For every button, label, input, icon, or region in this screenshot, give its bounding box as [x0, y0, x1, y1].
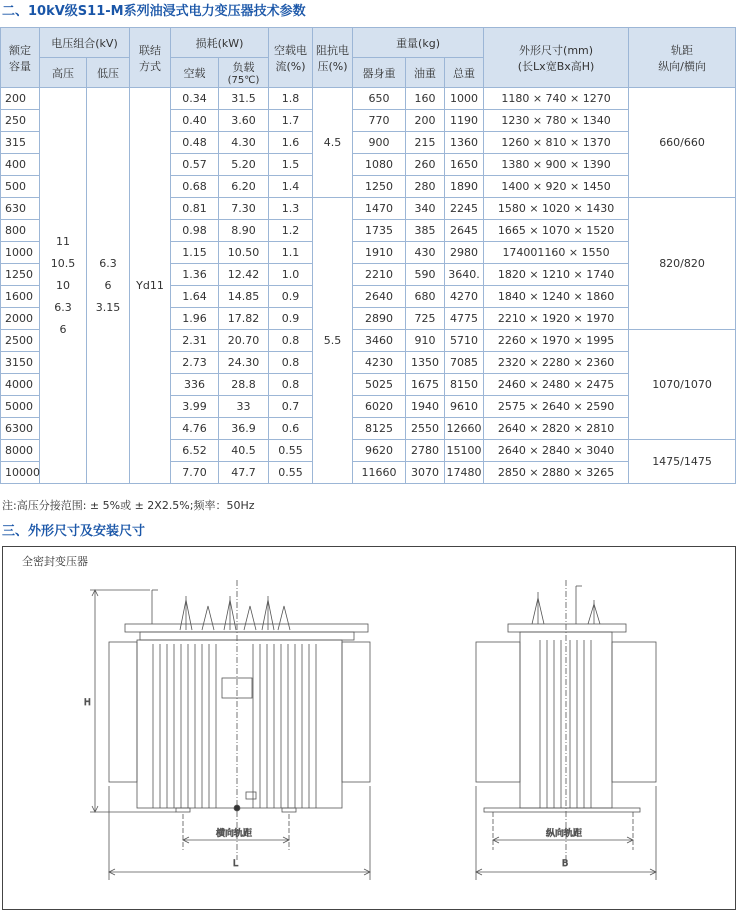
capacity-cell: 1000: [1, 242, 40, 264]
header-loss: 损耗(kW): [171, 28, 269, 58]
body-weight-cell: 1080: [353, 154, 406, 176]
body-weight-cell: 650: [353, 88, 406, 110]
header-total-weight: 总重: [445, 58, 484, 88]
body-weight-cell: 1470: [353, 198, 406, 220]
dimensions-cell: 1840 × 1240 × 1860: [484, 286, 629, 308]
noload-current-cell: 1.1: [269, 242, 313, 264]
total-weight-cell: 1650: [445, 154, 484, 176]
header-dimensions: 外形尺寸(mm) (长Lx宽Bx高H): [484, 28, 629, 88]
dimensions-cell: 174001160 × 1550: [484, 242, 629, 264]
oil-weight-cell: 340: [406, 198, 445, 220]
noload-current-cell: 0.8: [269, 352, 313, 374]
noload-loss-cell: 2.73: [171, 352, 219, 374]
noload-loss-cell: 0.98: [171, 220, 219, 242]
oil-weight-cell: 3070: [406, 462, 445, 484]
body-weight-cell: 1910: [353, 242, 406, 264]
drawing-label: 全密封变压器: [22, 555, 88, 568]
section-3-title: 三、外形尺寸及安装尺寸: [2, 524, 146, 539]
total-weight-cell: 2245: [445, 198, 484, 220]
dimensions-cell: 2575 × 2640 × 2590: [484, 396, 629, 418]
header-impedance: 阻抗电 压(%): [313, 28, 353, 88]
noload-loss-cell: 0.57: [171, 154, 219, 176]
oil-weight-cell: 200: [406, 110, 445, 132]
header-voltage: 电压组合(kV): [40, 28, 130, 58]
dimensions-cell: 2320 × 2280 × 2360: [484, 352, 629, 374]
capacity-cell: 2500: [1, 330, 40, 352]
total-weight-cell: 4270: [445, 286, 484, 308]
hv-value: 10: [56, 278, 70, 292]
body-weight-cell: 9620: [353, 440, 406, 462]
header-oil-weight: 油重: [406, 58, 445, 88]
load-loss-cell: 36.9: [219, 418, 269, 440]
load-loss-cell: 6.20: [219, 176, 269, 198]
noload-current-cell: 0.8: [269, 330, 313, 352]
dim-h-label: H: [84, 698, 91, 708]
oil-weight-cell: 1940: [406, 396, 445, 418]
capacity-cell: 1600: [1, 286, 40, 308]
total-weight-cell: 7085: [445, 352, 484, 374]
header-capacity: 额定 容量: [1, 28, 40, 88]
total-weight-cell: 9610: [445, 396, 484, 418]
noload-current-cell: 1.5: [269, 154, 313, 176]
capacity-cell: 3150: [1, 352, 40, 374]
load-loss-cell: 24.30: [219, 352, 269, 374]
body-weight-cell: 4230: [353, 352, 406, 374]
dimensions-cell: 1400 × 920 × 1450: [484, 176, 629, 198]
oil-weight-cell: 385: [406, 220, 445, 242]
capacity-cell: 10000: [1, 462, 40, 484]
noload-current-cell: 0.55: [269, 462, 313, 484]
noload-current-cell: 0.6: [269, 418, 313, 440]
body-weight-cell: 6020: [353, 396, 406, 418]
load-loss-cell: 47.7: [219, 462, 269, 484]
capacity-cell: 800: [1, 220, 40, 242]
load-loss-cell: 8.90: [219, 220, 269, 242]
capacity-cell: 1250: [1, 264, 40, 286]
dimensions-cell: 1820 × 1210 × 1740: [484, 264, 629, 286]
total-weight-cell: 17480: [445, 462, 484, 484]
dimensions-cell: 2260 × 1970 × 1995: [484, 330, 629, 352]
hv-value: 6.3: [54, 300, 72, 314]
total-weight-cell: 12660: [445, 418, 484, 440]
capacity-cell: 250: [1, 110, 40, 132]
oil-weight-cell: 280: [406, 176, 445, 198]
load-loss-cell: 28.8: [219, 374, 269, 396]
dimensions-cell: 2850 × 2880 × 3265: [484, 462, 629, 484]
lv-value: 6.3: [99, 256, 117, 270]
header-load-loss: 负载 (75℃): [219, 58, 269, 88]
body-weight-cell: 1735: [353, 220, 406, 242]
oil-weight-cell: 430: [406, 242, 445, 264]
dimensions-cell: 1580 × 1020 × 1430: [484, 198, 629, 220]
noload-current-cell: 1.2: [269, 220, 313, 242]
noload-loss-cell: 336: [171, 374, 219, 396]
body-weight-cell: 2890: [353, 308, 406, 330]
total-weight-cell: 4775: [445, 308, 484, 330]
capacity-cell: 630: [1, 198, 40, 220]
noload-loss-cell: 0.34: [171, 88, 219, 110]
body-weight-cell: 8125: [353, 418, 406, 440]
capacity-cell: 6300: [1, 418, 40, 440]
dimensions-cell: 2210 × 1920 × 1970: [484, 308, 629, 330]
noload-loss-cell: 6.52: [171, 440, 219, 462]
track-cell: 1070/1070: [629, 330, 736, 440]
header-hv: 高压: [40, 58, 87, 88]
load-loss-cell: 17.82: [219, 308, 269, 330]
noload-current-cell: 1.8: [269, 88, 313, 110]
total-weight-cell: 1190: [445, 110, 484, 132]
load-loss-cell: 12.42: [219, 264, 269, 286]
noload-current-cell: 1.6: [269, 132, 313, 154]
oil-weight-cell: 160: [406, 88, 445, 110]
noload-loss-cell: 3.99: [171, 396, 219, 418]
header-noload-current: 空载电 流(%): [269, 28, 313, 88]
header-weight: 重量(kg): [353, 28, 484, 58]
total-weight-cell: 15100: [445, 440, 484, 462]
total-weight-cell: 2980: [445, 242, 484, 264]
body-weight-cell: 3460: [353, 330, 406, 352]
noload-current-cell: 1.0: [269, 264, 313, 286]
noload-loss-cell: 4.76: [171, 418, 219, 440]
load-loss-cell: 10.50: [219, 242, 269, 264]
capacity-cell: 4000: [1, 374, 40, 396]
capacity-cell: 400: [1, 154, 40, 176]
dimensions-cell: 1230 × 780 × 1340: [484, 110, 629, 132]
body-weight-cell: 900: [353, 132, 406, 154]
dimensions-cell: 2640 × 2840 × 3040: [484, 440, 629, 462]
noload-loss-cell: 1.96: [171, 308, 219, 330]
noload-loss-cell: 0.40: [171, 110, 219, 132]
dimensions-cell: 2460 × 2480 × 2475: [484, 374, 629, 396]
total-weight-cell: 5710: [445, 330, 484, 352]
header-lv: 低压: [87, 58, 130, 88]
load-loss-cell: 7.30: [219, 198, 269, 220]
total-weight-cell: 1360: [445, 132, 484, 154]
dim-l-label: L: [233, 859, 239, 869]
header-noload-loss: 空载: [171, 58, 219, 88]
oil-weight-cell: 2550: [406, 418, 445, 440]
noload-loss-cell: 2.31: [171, 330, 219, 352]
dimensions-cell: 1260 × 810 × 1370: [484, 132, 629, 154]
oil-weight-cell: 260: [406, 154, 445, 176]
noload-loss-cell: 0.81: [171, 198, 219, 220]
lv-value: 6: [104, 278, 112, 292]
lateral-track-label: 横向轨距: [216, 829, 253, 839]
body-weight-cell: 11660: [353, 462, 406, 484]
capacity-cell: 500: [1, 176, 40, 198]
total-weight-cell: 8150: [445, 374, 484, 396]
oil-weight-cell: 725: [406, 308, 445, 330]
noload-current-cell: 0.7: [269, 396, 313, 418]
load-loss-cell: 4.30: [219, 132, 269, 154]
hv-value: 10.5: [50, 256, 76, 270]
noload-loss-cell: 0.68: [171, 176, 219, 198]
body-weight-cell: 2640: [353, 286, 406, 308]
noload-loss-cell: 0.48: [171, 132, 219, 154]
noload-current-cell: 0.8: [269, 374, 313, 396]
dimensions-cell: 1665 × 1070 × 1520: [484, 220, 629, 242]
oil-weight-cell: 680: [406, 286, 445, 308]
oil-weight-cell: 910: [406, 330, 445, 352]
noload-current-cell: 0.9: [269, 286, 313, 308]
oil-weight-cell: 590: [406, 264, 445, 286]
noload-loss-cell: 7.70: [171, 462, 219, 484]
track-cell: 820/820: [629, 198, 736, 330]
body-weight-cell: 1250: [353, 176, 406, 198]
noload-loss-cell: 1.36: [171, 264, 219, 286]
load-loss-cell: 33: [219, 396, 269, 418]
noload-current-cell: 1.3: [269, 198, 313, 220]
section-2-title: 二、10kV级S11-M系列油浸式电力变压器技术参数: [2, 4, 306, 19]
load-loss-cell: 3.60: [219, 110, 269, 132]
capacity-cell: 5000: [1, 396, 40, 418]
dimensions-cell: 2640 × 2820 × 2810: [484, 418, 629, 440]
noload-current-cell: 0.55: [269, 440, 313, 462]
radiator-fins: [153, 644, 316, 808]
track-cell: 660/660: [629, 88, 736, 198]
dimensions-cell: 1380 × 900 × 1390: [484, 154, 629, 176]
noload-current-cell: 0.9: [269, 308, 313, 330]
dimensions-cell: 1180 × 740 × 1270: [484, 88, 629, 110]
longitudinal-track-label: 纵向轨距: [546, 829, 583, 839]
noload-current-cell: 1.7: [269, 110, 313, 132]
load-loss-cell: 5.20: [219, 154, 269, 176]
capacity-cell: 8000: [1, 440, 40, 462]
total-weight-cell: 3640.: [445, 264, 484, 286]
lv-value: 3.15: [95, 300, 121, 314]
body-weight-cell: 5025: [353, 374, 406, 396]
oil-weight-cell: 2780: [406, 440, 445, 462]
dim-b-label: B: [562, 859, 569, 869]
load-loss-cell: 14.85: [219, 286, 269, 308]
oil-weight-cell: 1350: [406, 352, 445, 374]
hv-value: 11: [56, 234, 70, 248]
total-weight-cell: 1000: [445, 88, 484, 110]
total-weight-cell: 2645: [445, 220, 484, 242]
load-loss-cell: 31.5: [219, 88, 269, 110]
load-loss-cell: 20.70: [219, 330, 269, 352]
track-cell: 1475/1475: [629, 440, 736, 484]
body-weight-cell: 2210: [353, 264, 406, 286]
noload-current-cell: 1.4: [269, 176, 313, 198]
header-body-weight: 器身重: [353, 58, 406, 88]
impedance-cell: 4.5: [313, 88, 353, 198]
header-track: 轨距 纵向/横向: [629, 28, 736, 88]
impedance-cell: 5.5: [313, 198, 353, 484]
noload-loss-cell: 1.64: [171, 286, 219, 308]
capacity-cell: 200: [1, 88, 40, 110]
side-fins: [540, 640, 591, 808]
hv-value: 6: [59, 322, 67, 336]
body-weight-cell: 770: [353, 110, 406, 132]
footnote: 注:高压分接范围: ± 5%或 ± 2X2.5%;频率：50Hz: [2, 499, 255, 512]
noload-loss-cell: 1.15: [171, 242, 219, 264]
oil-weight-cell: 215: [406, 132, 445, 154]
capacity-cell: 315: [1, 132, 40, 154]
header-connection: 联结 方式: [130, 28, 171, 88]
connection-cell: Yd11: [130, 88, 171, 484]
total-weight-cell: 1890: [445, 176, 484, 198]
capacity-cell: 2000: [1, 308, 40, 330]
oil-weight-cell: 1675: [406, 374, 445, 396]
load-loss-cell: 40.5: [219, 440, 269, 462]
